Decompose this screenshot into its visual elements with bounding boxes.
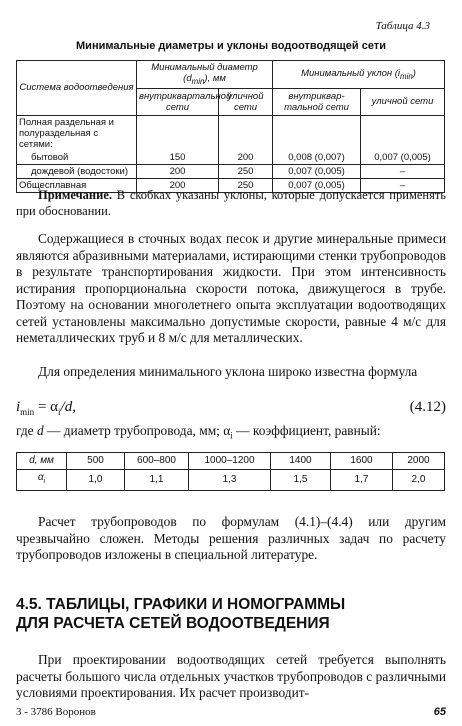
paragraph-design: При проектировании водоотводящих сетей требуется выполнять расчеты большого числа отдельных участков трубопроводов с различными условиями проектирования. Их расчет производит-: [16, 652, 446, 700]
section-heading-line1: 4.5. ТАБЛИЦЫ, ГРАФИКИ И НОМОГРАММЫ: [16, 596, 346, 613]
table-row-group: [17, 115, 445, 151]
page-footer: [16, 706, 446, 720]
header-min-slope: Минимальный уклон $(i_{min})$: [273, 61, 445, 89]
table-row: дождевой (водостоки) 200 250 0,007 (0,005) –: [17, 164, 445, 178]
min-diameter-slope-table: [16, 60, 445, 193]
formula-legend: где d — диаметр трубопровода, мм; $\alpha_i$ — коэффициент, равный:: [16, 423, 381, 441]
paragraph-abrasion: Содержащиеся в сточных водах песок и другие минеральные примеси являются абразивными материалами, истирающими стенки трубопроводов в результате транспортирования жидкости. При этом интенсивность истирания пропорциональна скорости потока, движущегося в трубе. Поэтому на основании многолетнего опыта эксплуатации водоотводящих сетей установлены максимально допустимые скорости, равные 4 м/с для неметаллических труб и 8 м/с для металлических.: [16, 231, 446, 345]
table-number-label: Таблица 4.3: [375, 20, 430, 32]
formula-4-12: [16, 399, 446, 419]
table-title: Минимальные диаметры и уклоны водоотводящей сети: [76, 40, 386, 52]
note-text: В скобках указаны уклоны, которые допускается применять при обосновании.: [16, 188, 446, 218]
footer-signature: 3 - 3786 Воронов: [16, 706, 96, 718]
coefficient-label: $\alpha_i$: [17, 470, 67, 491]
formula-number: (4.12): [409, 399, 446, 415]
coefficient-row: $\alpha_i$ 1,0 1,1 1,3 1,5 1,7 2,0: [17, 470, 445, 491]
header-system: Система водоотведения: [17, 61, 137, 116]
group-label: Полная раздельная и полураздельная с сетями:: [17, 115, 137, 151]
table-note: [16, 188, 446, 219]
section-heading: [16, 595, 446, 633]
table-header-row: [17, 61, 445, 89]
subheader-street-slope: уличной сети: [361, 88, 445, 115]
subheader-intra-slope: внутриквар-тальной сети: [273, 88, 361, 115]
formula-expression: $i_{min} = \alpha_i/d$,: [16, 399, 76, 417]
subheader-intra-diameter: внутриквартальной сети: [137, 88, 219, 115]
page-number: 65: [433, 706, 446, 718]
table-row: бытовой 150 200 0,008 (0,007) 0,007 (0,005): [17, 151, 445, 165]
paragraph-calculation: Расчет трубопроводов по формулам (4.1)–(4.4) или другим чрезвычайно сложен. Методы решения различных задач по расчету трубопроводов изложены в специальной литературе.: [16, 514, 446, 562]
section-heading-line2: ДЛЯ РАСЧЕТА СЕТЕЙ ВОДООТВЕДЕНИЯ: [16, 615, 330, 632]
note-label: Примечание.: [38, 188, 113, 202]
alpha-coefficient-table: [16, 452, 445, 491]
table-row: Общесплавная 200 250 0,007 (0,005) –: [17, 178, 445, 192]
paragraph-formula-intro: Для определения минимального уклона широко известна формула: [38, 364, 418, 379]
diameter-row: d, мм 500 600–800 1000–1200 1400 1600 2000: [17, 453, 445, 470]
diameter-label: d, мм: [17, 453, 67, 470]
header-min-diameter: Минимальный диаметр $(d_{min})$, мм: [137, 61, 273, 89]
subheader-street-diameter: уличной сети: [219, 88, 273, 115]
